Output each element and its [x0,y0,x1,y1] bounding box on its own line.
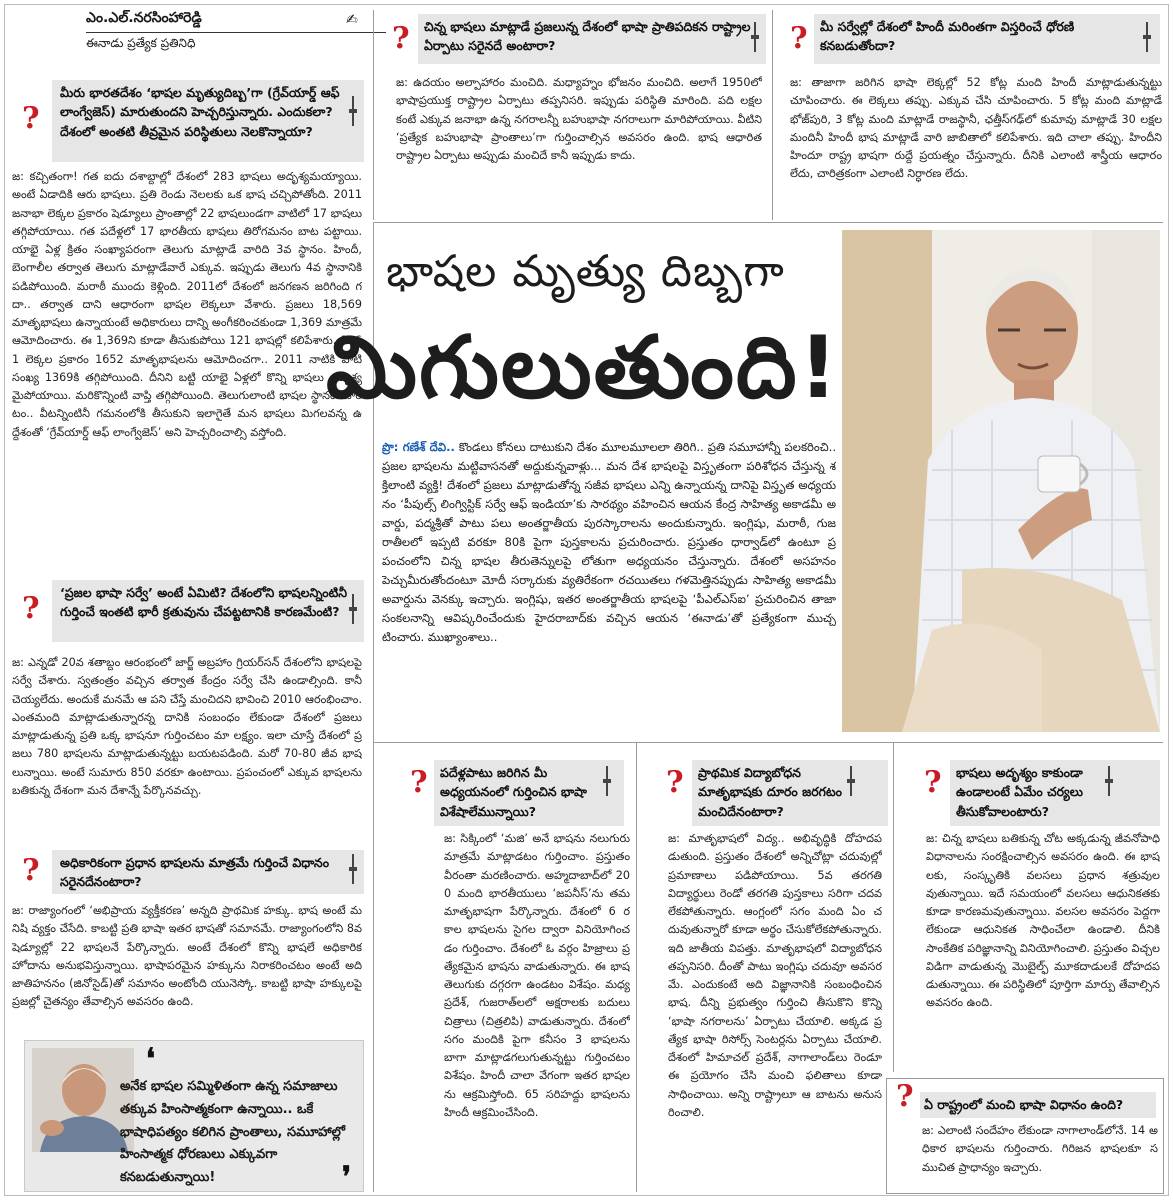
byline [86,10,386,53]
quote-close-icon: ❜ [342,1160,352,1193]
section-rule [373,742,1163,743]
divider-tick [1146,22,1148,52]
question-text: భాషలు అదృశ్యం కాకుండా ఉండాలంటే ఏమేం చర్యలు తీసుకోవాలంటారు? [956,765,1083,819]
byline-name: ఎం.ఎల్.నరసింహారెడ్డి [86,10,202,26]
divider-tick [850,766,852,796]
question-mark-icon: ? [392,21,410,56]
interviewee-name: ప్రొ: గణేశ్ దేవి.. [382,440,455,454]
question-mark-icon: ? [22,853,40,888]
question-mark-icon: ? [22,591,40,626]
column-rule [636,742,637,1192]
question-mark-icon: ? [924,765,942,800]
headline-line2: మిగులుతుంది! [326,318,840,418]
question-mark-icon: ? [410,765,428,800]
section-rule [373,222,1163,223]
divider-tick [352,854,354,884]
author-photo-small [32,1048,134,1152]
pull-quote-text: అనేక భాషల సమ్మిళితంగా ఉన్న సమాజాలు తక్కువ హింసాత్మకంగా ఉన్నాయి.. ఒకే భాషాధిపత్యం కలిగిన ప్రాంతాలు, సమూహాల్లో హింసాత్మక ధోరణులు ఎక్కువగా కనబడుతున్నాయి! [120,1079,345,1185]
intro-paragraph [382,438,836,736]
column-rule [373,742,374,1192]
question-mark-icon: ? [666,765,684,800]
question-text: పదేళ్లపాటు జరిగిన మీ అధ్యయనంలో గుర్తించిన భాషా విశేషాలేమున్నాయి? [440,765,587,819]
question-text: చిన్న భాషలు మాట్లాడే ప్రజలున్న దేశంలో భాషా ప్రాతిపదికన రాష్ట్రాల ఏర్పాటు సరైనదే అంటారా? [424,19,751,54]
author-portrait [842,230,1160,732]
question-text: మీరు భారతదేశం ‘భాషల మృత్యుదిబ్బ’గా (గ్రేవ్‌యార్డ్ ఆఫ్ లాంగ్వేజెస్) మారుతుందని హెచ్చరిస్తున్నారు. ఎందుకలా? దేశంలో అంతటి తీవ్రమైన పరిస్థితులు నెలకొన్నాయా? [60,85,340,139]
question-text: ఏ రాష్ట్రంలో మంచి భాషా విధానం ఉంది? [924,1097,1124,1112]
answer-text: జ: రాజ్యాంగంలో ‘అభిప్రాయ వ్యక్తీకరణ’ అన్నది ప్రాథమిక హక్కు. భాష అంటే మనిషి వ్యక్తం చేసేది. కాబట్టి ప్రతి భాషా ఇతర భాషతో సమానమే. రాజ్యాంగంలోని 8వ షెడ్యూల్లో 22 భాషలనే పేర్కొన్నారు. అంటే దేశంలో కొన్ని భాషలే అధికారిక హోదాను అనుభవిస్తున్నాయి. భాషాపరమైన హక్కును నిరాకరించటం అంటే అది జాతిహననం (జినోసైడ్)తో సమానం అంటోంది యునెస్కో. కాబట్టి భాషా హక్కులపై ప్రజల్లో చైతన్యం తేవాల్సిన అవసరం ఉంది. [12,904,362,1009]
intro-text: కొండలు కోనలు దాటుకుని దేశం మూలమూలలా తిరిగి.. ప్రతి సమూహాన్నీ పలకరించి.. ప్రజల భాషలను మట్టివాసనతో అద్దుకున్నవాళ్లు... మన దేశ భాషలపై విస్తృతంగా పరిశోధన చేస్తున్న శక్తిలాంటి వ్యక్తి! దేశంలో ప్రజలు మాట్లాడుతోన్న సజీవ భాషలు ఎన్ని ఉన్నాయన్న దానిపై విస్తృత అధ్యయనం ‘పీపుల్స్ లింగ్విస్టిక్ సర్వే ఆఫ్ ఇండియా’కు సారథ్యం వహించిన ఆయన కేంద్ర సాహిత్య అకాడమీ అవార్డు, పద్మశ్రీతో పాటు పలు అంతర్జాతీయ పురస్కారాలను అందుకున్నారు. ఇంగ్లిషు, మరాఠీ, గుజరాతీలలో ఇప్పటి వరకూ 80కి పైగా పుస్తకాలను ప్రచురించారు. ప్రస్తుతం ధార్వాడ్‌లో ఉంటూ ప్రపంచంలోని చిన్న భాషల తీరుతెన్నులపై లోతుగా అధ్యయనం చేస్తున్నారు. దేశంలో అసహనం పెచ్చుమీరుతోందంటూ మోదీ సర్కారుకు వ్యతిరేకంగా రచయితలు గళమెత్తినప్పుడు సాహిత్య అకాడమీ అవార్డును వెనక్కు ఇచ్చారు. ఇంగ్లిషు, ఇతర అంతర్జాతీయ భాషలపై ‘పీఎల్ఎస్ఐ’ ప్రచురించిన తాజా సంకలనాన్ని ఆవిష్కరించేందుకు హైదరాబాద్‌కు వచ్చిన ఆయన ‘ఈనాడు’తో ప్రత్యేకంగా ముచ్చటించారు. ముఖ్యాంశాలు.. [382,440,836,644]
answer-text: జ: మాతృభాషలో విద్య.. అభివృద్ధికి దోహదపడుతుంది. ప్రస్తుతం దేశంలో అన్నిచోట్లా చదువుల్లో ప్రమాణాలు పడిపోయాయి. 5వ తరగతి విద్యార్థులు రెండో తరగతి పుస్తకాలు సరిగా చదవలేకపోతున్నారు. ఆంగ్లంలో సగం మంది ఏం చదువుతున్నారో కూడా అర్థం చేసుకోలేకపోతున్నారు. ఇది జాతీయ విపత్తు. మాతృభాషలో విద్యాబోధన తప్పనిసరి. దీంతో పాటు ఇంగ్లిషు చదువూ అవసరమే. ఎందుకంటే అది విజ్ఞానానికి సంబంధించిన భాష. దీన్ని ప్రభుత్వం గుర్తించి తీసుకొని కొన్ని ‘భాషా నగరాలను’ ఏర్పాటు చేయాలి. అక్కడ ప్రత్యేక భాషా రిసోర్స్ సెంటర్లను ఏర్పాటు చేయాలి. దేశంలో హిమాచల్ ప్రదేశ్, నాగాలాండ్‌లు రెండూ ఈ ప్రయోగం చేసి మంచి ఫలితాలు కూడా సాధించాయి. అన్ని రాష్ట్రాలూ ఆ బాటను అనుసరించాలి. [668,832,882,1119]
question-mark-icon: ? [896,1079,914,1114]
divider-tick [352,96,354,126]
divider-tick [606,766,608,796]
answer-text: జ: చిన్న భాషలు బతికున్న చోట అక్కడున్న జీవనోపాధి విధానాలను సంరక్షించాల్సిన అవసరం ఉంది. ఈ భాషలకు, సంస్కృతికి వలసలు ప్రధాన శత్రువులవుతున్నాయి. ఇదే సమయంలో వలసలు ఆధునికతకు కూడా కారణమవుతున్నాయి. వలసల అవసరం పెద్దగా లేకుండా ఆధునికత సాధించేలా ఉండాలి. దీనికి సాంకేతిక పరిజ్ఞానాన్ని వినియోగించాలి. ప్రస్తుతం విచ్చలవిడిగా వాడుతున్న మొబైల్ఫ్ మూకదాడులకే దోహదపడుతున్నాయి. ఈ పరిస్థితిలో పూర్తిగా మార్పు తేవాల్సిన అవసరం ఉంది. [926,832,1160,1010]
column-rule [373,222,374,742]
question-mark-icon: ? [22,101,40,136]
column-rule [772,10,773,220]
column-rule [373,10,374,220]
divider-tick [754,22,756,52]
divider-tick [1108,766,1110,796]
question-text: ప్రాథమిక విద్యాబోధన మాతృభాషకు దూరం జరగటం మంచిదేనంటారా? [698,765,842,819]
answer-text: జ: తాజాగా జరిగిన భాషా లెక్కల్లో 52 కోట్ల మంది హిందీ మాట్లాడుతున్నట్టు చూపించారు. ఈ లెక్కలు తప్పు. ఎక్కువ చేసి చూపించారు. 5 కోట్ల మంది మాట్లాడే భోజ్‌పురి, 3 కోట్ల మంది మాట్లాడే రాజస్థానీ, ఛత్తీస్‌గఢ్‌లో కుమావు మాట్లాడే 30 లక్షల మందినీ హిందీ భాష మాట్లాడే వారి జాబితాలో కలిపేశారు. ఇది చాలా తప్పు. హిందీని హిందూ రాష్ట్ర భాషగా రుద్దే ప్రయత్నం చేస్తున్నారు. దీనికి ఎలాంటి శాస్త్రీయ ఆధారం లేదు, చారిత్రకంగా ఎలాంటి నిర్ధారణ లేదు. [790,76,1162,181]
question-text: అధికారికంగా ప్రధాన భాషలను మాత్రమే గుర్తించే విధానం సరైనదేనంటారా? [60,855,330,890]
question-text: మీ సర్వేల్లో దేశంలో హిందీ మరింతగా విస్తరించే ధోరణి కనబడుతోందా? [820,19,1075,54]
answer-text: జ: ఎన్నడో 20వ శతాబ్దం ఆరంభంలో జార్జ్ అబ్రహాం గ్రియర్‌సన్ దేశంలోని భాషలపై సర్వే చేశారు. స్వతంత్రం వచ్చిన తర్వాత కేంద్రం సర్వే చేసి ఉండాల్సింది. కానీ చెయ్యలేదు. అందుకే మనమే ఆ పని చేస్తే మంచిదని భావించి 2010 ఆరంభించాం. ఎంతమంది మాట్లాడుతున్నారన్న దానికి సంబంధం లేకుండా దేశంలో ప్రజలు మాట్లాడుతున్న ప్రతి ఒక్క భాషనూ గుర్తించటం మా లక్ష్యం. ఇలా చూస్తే దేశంలో ప్రజలు 780 భాషలను మాట్లాడుతున్నట్టు బయటపడింది. మరో 70-80 జీవ భాషలున్నాయి. అంటే సుమారు 850 వరకూ ఉంటాయి. ప్రపంచంలో ఎక్కువ భాషలను బతికున్న దేశంగా మన దేశాన్నే పేర్కొనవచ్చు. [12,656,362,797]
question-mark-icon: ? [790,21,808,56]
answer-text: జ: సిక్కింలో ‘మజి’ అనే భాషను నలుగురు మాత్రమే మాట్లాడటం గుర్తించాం. ప్రస్తుతం వీరంతా మరణించారు. అహ్మదాబాద్‌లో 200 మంది భారతీయులు ‘జపనీస్’ను తమ మాతృభాషగా పేర్కొన్నారు. దేశంలో 6 రకాల భాషలను సైగల ద్వారా వినియోగించడం గుర్తించాం. దేశంలో ఓ వర్గం హిజ్రాలు ప్రత్యేకమైన భాషను వాడుతున్నారు. ఈ భాష తెలుగుకు దగ్గరగా ఉండటం విశేషం. మధ్యప్రదేశ్, గుజరాత్‌లలో అక్షరాలకు బదులు చిత్రాలు (చిత్రలిపి) వాడుతున్నారు. దేశంలో సగం మందికి పైగా కనీసం 3 భాషలను బాగా మాట్లాడగలుగుతున్నట్టు గుర్తించటం విశేషం. హిందీ చాలా వేగంగా ఇతర భాషలను ఆక్రమిస్తోంది. 65 సరిహద్దు భాషలను హిందీ ఆక్రమించేసింది. [444,832,630,1119]
answer-text: జ: కచ్చితంగా! గత ఐదు దశాబ్దాల్లో దేశంలో 283 భాషలు అదృశ్యమయ్యాయి. అంటే ఏడాదికి ఆరు భాషలు. ప్రతి రెండు నెలలకు ఒక భాష చచ్చిపోతోంది. 2011 జనాభా లెక్కల ప్రకారం షెడ్యూలు ప్రాంతాల్లో 22 భాషలుండగా వాటిలో 17 భాషలు తగ్గిపోయాయి. గత పదేళ్లలో 17 భారతీయ భాషలు తిరోగమనం బాట పట్టాయి. యాభై ఏళ్ల క్రితం సంఖ్యాపరంగా తెలుగు మాట్లాడే వారిది 3వ స్థానం. హిందీ, బెంగాలీల తర్వాత తెలుగు మాట్లాడేవారే ఎక్కువ. ఇప్పుడు తెలుగు 4వ స్థానానికి పడిపోయింది. మరాఠీ ముందు కెళ్లింది. 2011లో దేశంలో జనగణన జరిగింది గదా.. తర్వాత దాని ఆధారంగా భాషల లెక్కలూ వేశారు. ప్రజలు 18,569 మాతృభాషలు ఉన్నాయంటే అధికారులు దాన్ని అంగీకరించకుండా 1,369 మాత్రమే ఆమోదించారు. ఈ 1,369ని కూడా తీసుకుపోయి 121 భాషల్లో కలిపేశారు. 1961 లెక్కల ప్రకారం 1652 మాతృభాషలను ఆమోదించగా.. 2011 నాటికి వాటి సంఖ్య 1369కి తగ్గిపోయింది. దీనిని బట్టి యాభై ఏళ్లలో కొన్ని భాషలు అదృశ్యమైపోయాయి. మరికొన్నింటి వాప్తి తగ్గిపోయింది. తెలుగులాంటి భాషల స్థానం మారటం.. వీటన్నింటినీ గమనంలోకి తీసుకుని ఇలాగైతే మన భాషలు మిగలవన్న ఉద్దేశంతో ‘గ్రేవ్‌యార్డ్ ఆఫ్ లాంగ్వేజెస్’ అని హెచ్చరించాల్సి వస్తోంది. [12,170,362,439]
quote-open-icon: ❛ [146,1042,156,1075]
answer-text: జ: ఎలాంటి సందేహం లేకుండా నాగాలాండ్‌లోనే. 14 అధికార భాషలను గుర్తించారు. గిరిజన భాషలకూ సముచిత ప్రాధాన్యం ఇచ్చారు. [922,1124,1158,1174]
divider-tick [352,594,354,624]
headline-line1: భాషల మృత్యు దిబ్బగా [386,246,785,297]
column-rule [893,742,894,1072]
pen-icon: ✍ [346,12,358,28]
answer-text: జ: ఉదయం అల్పాహారం మంచిది. మధ్యాహ్నం భోజనం మంచిది. అలాగే 1950లో భాషాప్రయుక్త రాష్ట్రాల ఏర్పాటు తప్పనిసరి. ఇప్పుడు పరిస్థితి మారింది. పది లక్షల కంటే ఎక్కువ జనాభా ఉన్న నగరాలన్నీ బహుభాషా నగరాలుగా మారిపోయాయి. వీటిని ‘ప్రత్యేక బహుభాషా ప్రాంతాలు’గా గుర్తించాల్సిన అవసరం ఉంది. భాష ఆధారిత రాష్ట్రాల ఏర్పాటు అప్పుడు మంచిదే కానీ ఇప్పుడు కాదు. [396,76,762,162]
question-text: ‘ప్రజల భాషా సర్వే’ అంటే ఏమిటి? దేశంలోని భాషలన్నింటినీ గుర్తించే ఇంతటి భారీ క్రతువును చేపట్టటానికి కారణమేంటి? [60,585,348,620]
byline-role: ఈనాడు ప్రత్యేక ప్రతినిధి [86,36,196,50]
